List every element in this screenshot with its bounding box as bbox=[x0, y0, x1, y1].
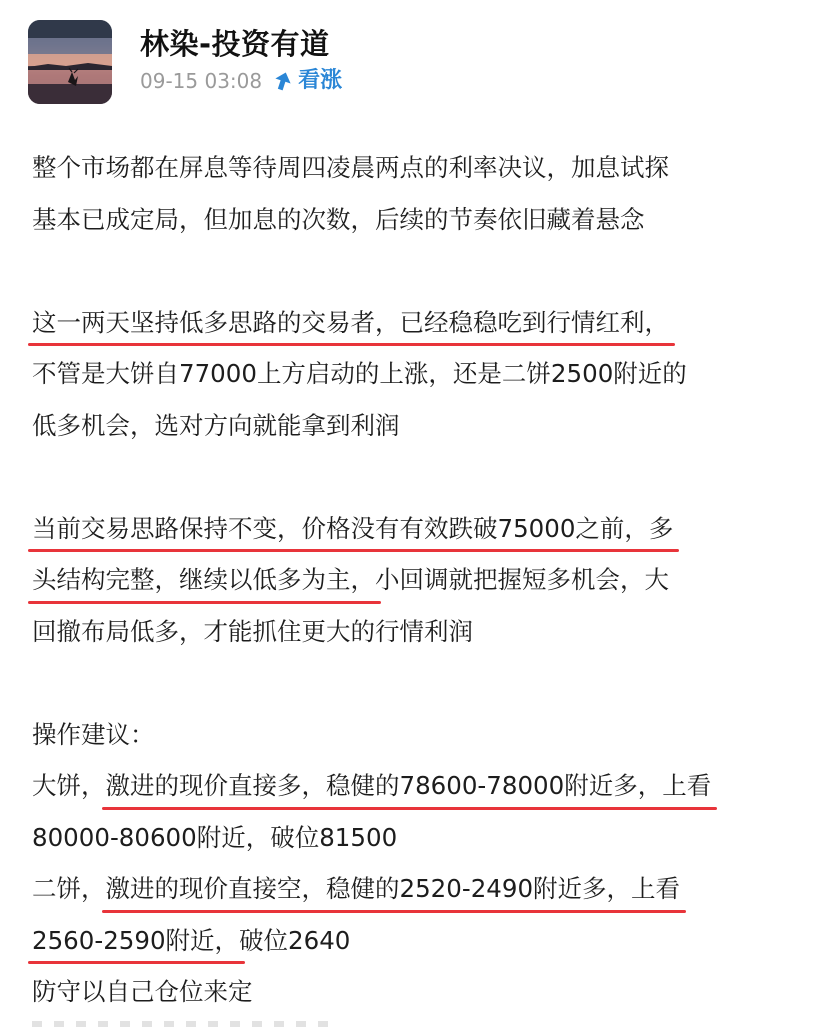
sunset-landscape-icon bbox=[28, 20, 112, 104]
suggestions-heading: 操作建议： bbox=[32, 719, 155, 749]
text-line: 低多机会，选对方向就能拿到利润 bbox=[32, 410, 400, 440]
author-name[interactable]: 林染-投资有道 bbox=[140, 27, 330, 61]
highlighted-text: 这一两天坚持低多思路的交易者，已经稳稳吃到行情红利， bbox=[32, 297, 669, 349]
text-line: 整个市场都在屏息等待周四凌晨两点的利率决议，加息试探 bbox=[32, 153, 669, 182]
text-line: 基本已成定局，但加息的次数，后续的节奏依旧藏着悬念 bbox=[32, 204, 645, 234]
eth-stop: 破位2640 bbox=[239, 925, 351, 955]
text-line: 回撤布局低多，才能抓住更大的行情利润 bbox=[32, 616, 473, 646]
highlighted-text: 当前交易思路保持不变，价格没有有效跌破75000之前，多 bbox=[32, 503, 673, 555]
highlighted-text: 激进的现价直接多，稳健的78600-78000附近多，上看 bbox=[106, 760, 712, 812]
paragraph-current-strategy bbox=[32, 503, 822, 658]
post-timestamp: 09-15 03:08 bbox=[140, 69, 263, 93]
post-header bbox=[28, 20, 342, 104]
author-avatar[interactable] bbox=[28, 20, 112, 104]
btc-target: 80000-80600附近，破位81500 bbox=[32, 822, 398, 852]
post-body bbox=[32, 142, 822, 1018]
trend-up-arrow-icon bbox=[274, 71, 292, 91]
paragraph-trade-suggestions bbox=[32, 709, 822, 1018]
highlighted-text: 头结构完整，继续以低多为主， bbox=[32, 554, 375, 606]
eth-label: 二饼， bbox=[32, 874, 106, 903]
paragraph-market-outlook bbox=[32, 142, 822, 245]
highlighted-text: 2560-2590附近， bbox=[32, 915, 239, 967]
cut-off-text-remnant bbox=[32, 1021, 332, 1027]
highlighted-text: 激进的现价直接空，稳健的2520-2490附近多，上看 bbox=[106, 863, 681, 915]
sentiment-badge bbox=[274, 68, 342, 94]
sentiment-label: 看涨 bbox=[298, 68, 343, 93]
defense-note: 防守以自己仓位来定 bbox=[32, 977, 253, 1006]
btc-label: 大饼， bbox=[32, 771, 106, 800]
text-line: 不管是大饼自77000上方启动的上涨，还是二饼2500附近的 bbox=[32, 359, 687, 388]
paragraph-long-traders bbox=[32, 297, 822, 452]
text-segment: 小回调就把握短多机会，大 bbox=[375, 565, 669, 594]
